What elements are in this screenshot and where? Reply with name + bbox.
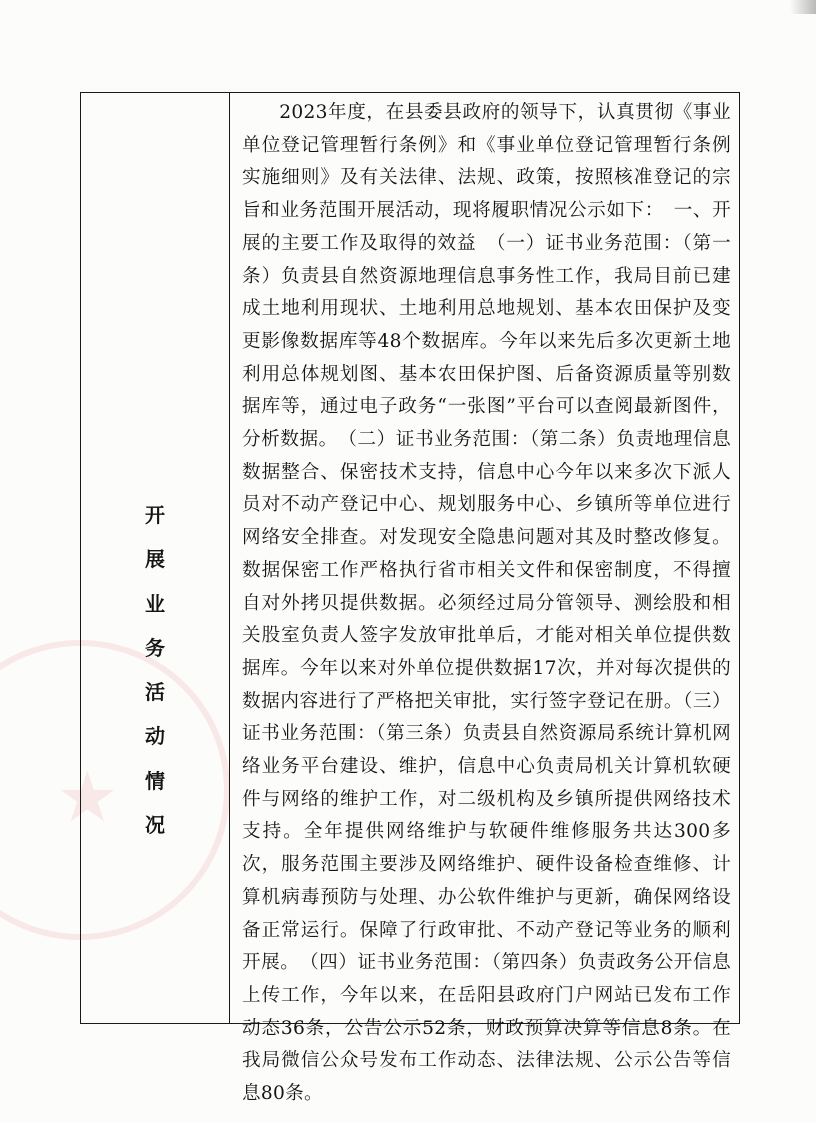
label-char: 业 [145,591,165,616]
label-char: 展 [145,547,165,572]
label-char: 开 [145,503,165,527]
section-content-cell [230,93,739,1105]
label-char: 情 [145,768,165,793]
label-char: 况 [145,813,165,838]
label-char: 务 [145,635,165,660]
activity-report-text: 2023年度，在县委县政府的领导下，认真贯彻《事业单位登记管理暂行条例》和《事业单位登记管理暂行条例实施细则》及有关法律、法规、政策，按照核准登记的宗旨和业务范围开展活动，现将履职情况公示如下： 一、开展的主要工作及取得的效益 （一）证书业务范围：（第一条）负责县自然资源地理信息事务性工作，我局目前已建成土地利用现状、土地利用总地规划、基本农田保护及变更影像数据库等48个数据库。今年以来先后多次更新土地利用总体规划图、基本农田保护图、后备资源质量等别数据库等，通过电子政务“一张图”平台可以查阅最新图件，分析数据。 （二）证书业务范围：（第二条）负责地理信息数据整合、保密技术支持，信息中心今年以来多次下派人员对不动产登记中心、规划服务中心、乡镇所等单位进行网络安全排查。对发现安全隐患问题对其及时整改修复。数据保密工作严格执行省市相关文件和保密制度，不得擅自对外拷贝提供数据。必须经过局分管领导、测绘股和相关股室负责人签字发放审批单后，才能对相关单位提供数据库。今年以来对外单位提供数据17次，并对每次提供的数据内容进行了严格把关审批，实行签字登记在册。（三）证书业务范围：（第三条）负责县自然资源局系统计算机网络业务平台建设、维护，信息中心负责局机关计算机软硬件与网络的维护工作，对二级机构及乡镇所提供网络技术支持。全年提供网络维护与软硬件维修服务共达300多次，服务范围主要涉及网络维护、硬件设备检查维修、计算机病毒预防与处理、办公软件维护与更新，确保网络设备正常运行。保障了行政审批、不动产登记等业务的顺利开展。 （四）证书业务范围：（第四条）负责政务公开信息上传工作，今年以来，在岳阳县政府门户网站已发布工作动态36条，公告公示52条，财政预算决算等信息8条。在我局微信公众号发布工作动态、法律法规、公示公告等信息80条。 [242,102,731,1105]
label-char: 活 [145,680,165,705]
label-char: 动 [145,724,165,749]
section-label [81,493,229,847]
activity-table [80,92,740,1105]
section-label-cell [81,93,230,1023]
scan-edge-mark [790,0,816,14]
